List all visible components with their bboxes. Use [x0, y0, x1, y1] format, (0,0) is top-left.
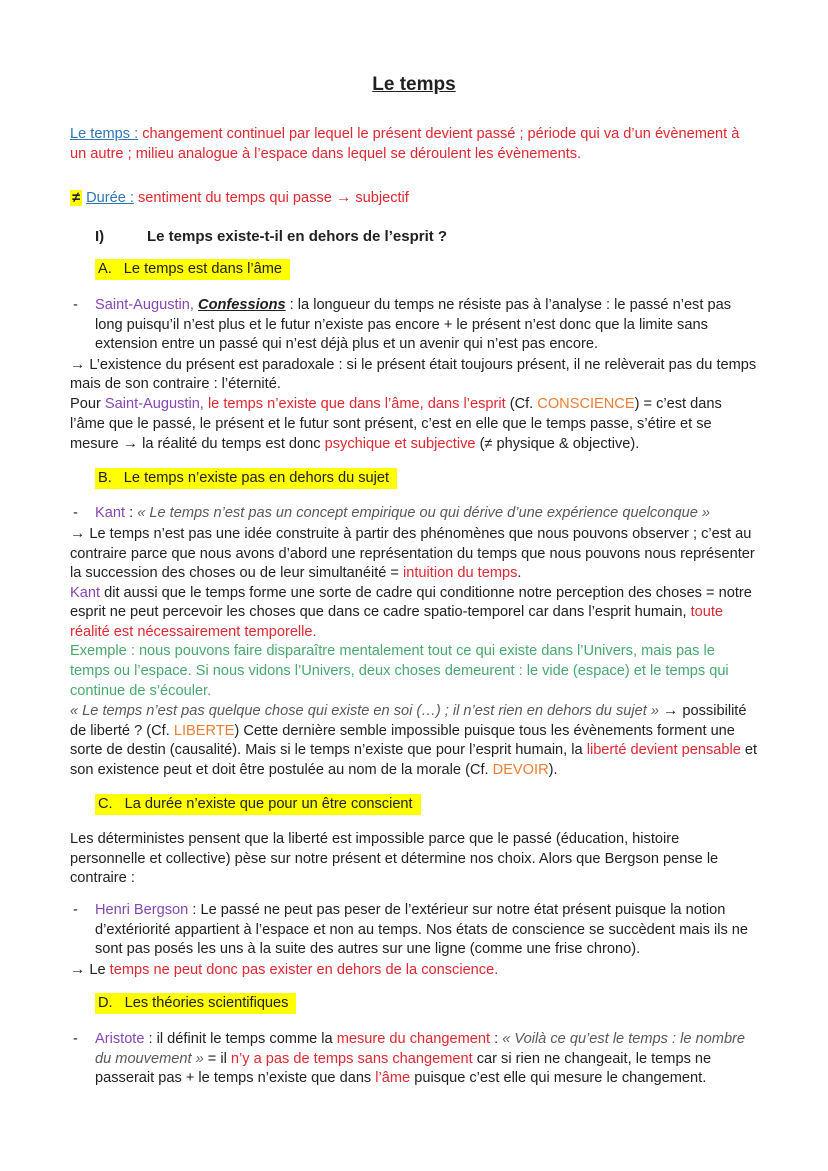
text-segment: → — [70, 355, 86, 373]
subsection-title: Les théories scientifiques — [124, 995, 289, 1012]
text-segment: (≠ physique & objective). — [475, 436, 640, 453]
paragraph — [70, 524, 758, 584]
text-segment: → — [70, 960, 86, 978]
bullet-marker: - — [73, 296, 78, 313]
text-segment: ) Cette dernière semble impossible puisque tous les évènements forment une sorte de destin (causalité). Mais si le temps n’existe que pour l’esprit humain, la — [70, 722, 735, 759]
text-segment: CONSCIENCE — [537, 395, 635, 412]
text-segment: → — [70, 524, 86, 542]
paragraph — [70, 584, 758, 643]
paragraph — [70, 188, 758, 209]
text-segment: puisque c’est elle qui mesure le changement. — [410, 1070, 707, 1087]
bullet-item — [70, 1030, 758, 1089]
text-segment: : la longueur du temps ne résiste pas à l’analyse : le passé n’est pas long puisqu’il n’est plus et le futur n’existe pas encore + le présent n’est donc que la limite sans extension entre un passé qui n’est déjà plus et un avenir qui n’est pas encore. — [95, 296, 731, 353]
bullet-item — [70, 901, 758, 960]
text-segment: toute réalité est nécessairement temporelle. — [70, 604, 724, 640]
text-segment: Pour — [70, 395, 105, 412]
section-title: Le temps existe-t-il en dehors de l’esprit ? — [147, 227, 448, 245]
paragraph — [70, 395, 758, 455]
bullet-marker: - — [73, 505, 78, 522]
text-segment: n’y a pas de temps sans changement — [230, 1050, 473, 1067]
text-segment: DEVOIR — [492, 762, 549, 779]
text-segment: mesure du changement — [336, 1030, 491, 1047]
highlight — [95, 993, 296, 1014]
text-segment: Saint-Augustin, — [95, 296, 194, 313]
text-segment: Le — [85, 961, 110, 978]
bullet-item — [70, 504, 758, 524]
paragraph — [70, 960, 758, 981]
paragraph — [70, 830, 758, 889]
text-segment: → — [122, 435, 139, 453]
text-segment: sentiment du temps qui passe — [133, 190, 336, 207]
text-segment: l’âme — [375, 1070, 411, 1087]
text-segment: Durée : — [86, 190, 134, 207]
text-segment: : — [125, 505, 138, 522]
text-segment: ) = c’est dans l’âme que le passé, le présent et le futur sont présent, c’est en elle que le temps passe, s’étire et se mesure — [70, 395, 722, 453]
text-segment: car si rien ne changeait, le temps ne passerait pas + le temps n’existe que dans — [95, 1050, 712, 1087]
text-segment: et son existence peut et doit être postulée au nom de la morale (Cf. — [70, 742, 758, 779]
text-segment: Kant — [95, 505, 126, 522]
text-segment: L’existence du présent est paradoxale : si le présent était toujours présent, il ne relèverait pas du temps mais de son contraire : l’éternité. — [70, 356, 757, 393]
bullet-item — [70, 296, 758, 355]
subsection-letter: B. — [98, 469, 112, 486]
document-body — [70, 125, 758, 1089]
text-segment: Le temps n’est pas une idée construite à partir des phénomènes que nous pouvons observer ; c’est au contraire parce que nous avons d’abord une représentation du temps que nous pouvons nous représenter la succession des choses ou de leur simultanéité = — [70, 525, 755, 582]
text-segment: : — [490, 1030, 503, 1047]
paragraph — [70, 355, 758, 395]
section-heading — [95, 227, 758, 247]
text-segment: Saint-Augustin, — [104, 395, 204, 412]
subsection-heading — [95, 469, 758, 489]
subsection-heading — [95, 260, 758, 280]
text-segment: : il définit le temps comme la — [144, 1030, 337, 1047]
bullet-marker: - — [73, 902, 78, 918]
text-segment: → — [335, 189, 352, 207]
text-segment: Henri Bergson — [95, 902, 189, 918]
text-segment: Aristote — [95, 1030, 145, 1047]
text-segment: « Le temps n’est pas quelque chose qui existe en soi (…) ; il n’est rien en dehors du sujet » — [70, 703, 664, 720]
text-segment: . — [517, 565, 522, 582]
text-segment: la réalité du temps est donc — [138, 436, 325, 453]
text-segment: changement continuel par lequel le présent devient passé ; période qui va d’un évènement à un autre ; milieu analogue à l’espace dans lequel se déroulent les évènements. — [70, 126, 740, 162]
text-segment: temps ne peut donc pas exister en dehors de la conscience. — [109, 961, 499, 978]
text-segment: « Voilà ce qu’est le temps : le nombre du mouvement » — [95, 1030, 746, 1067]
text-segment: dit aussi que le temps forme une sorte de cadre qui conditionne notre perception des choses = notre esprit ne peut percevoir les choses que dans ce cadre spatio-temporel car dans l’esprit humain, — [70, 584, 752, 621]
text-segment: : Le passé ne peut pas peser de l’extérieur sur notre état présent puisque la notion d’extériorité appartient à l’espace et non au temps. Nos états de conscience se succèdent mais ils ne sont pas posés les uns à la suite des autres sur une ligne (comme une frise chrono). — [95, 902, 749, 958]
text-segment: ≠ — [72, 190, 81, 207]
bullet-marker: - — [73, 1030, 78, 1047]
paragraph — [70, 642, 758, 701]
subsection-title: Le temps n’existe pas en dehors du sujet — [123, 469, 390, 486]
subsection-letter: C. — [98, 795, 113, 812]
text-segment: liberté devient pensable — [586, 742, 741, 759]
text-segment: subjectif — [351, 190, 409, 207]
highlight — [95, 468, 397, 489]
subsection-letter: D. — [98, 995, 113, 1012]
text-segment: Les déterministes pensent que la liberté est impossible parce que le passé (éducation, histoire personnelle et collective) pèse sur notre présent et détermine nos choix. Alors que Bergson pense le contraire : — [70, 831, 719, 887]
highlight — [95, 259, 290, 280]
highlight — [95, 794, 421, 815]
text-segment: Kant — [70, 584, 101, 601]
text-segment: le temps n’existe que dans l’âme, dans l’esprit — [207, 395, 506, 412]
document-title: Le temps — [372, 74, 456, 95]
paragraph — [70, 701, 758, 780]
text-segment: (Cf. — [505, 395, 538, 412]
subsection-title: Le temps est dans l’âme — [123, 261, 282, 278]
text-segment: « Le temps n’est pas un concept empirique ou qui dérive d’une expérience quelconque » — [137, 505, 710, 522]
paragraph — [70, 125, 758, 164]
text-segment: intuition du temps — [403, 565, 518, 582]
text-segment: → — [663, 702, 679, 720]
text-segment: Le temps : — [70, 126, 139, 142]
text-segment: possibilité de liberté ? (Cf. — [70, 703, 747, 739]
subsection-letter: A. — [98, 261, 112, 278]
subsection-heading — [95, 994, 758, 1014]
text-segment: ). — [548, 762, 558, 779]
text-segment: Exemple : nous pouvons faire disparaître mentalement tout ce qui existe dans l’Univers, mais pas le temps ou l’espace. Si nous vidons l’Univers, deux choses demeurent : le vide (espace) et le temps qui continue de s’écouler. — [70, 643, 729, 699]
text-segment: = il — [203, 1050, 231, 1067]
text-segment: psychique et subjective — [324, 436, 476, 453]
section-number: I) — [95, 227, 105, 245]
subsection-title: La durée n’existe que pour un être conscient — [124, 795, 413, 812]
subsection-heading — [95, 795, 758, 815]
text-segment: Confessions — [198, 296, 286, 313]
text-segment: LIBERTE — [173, 722, 235, 739]
